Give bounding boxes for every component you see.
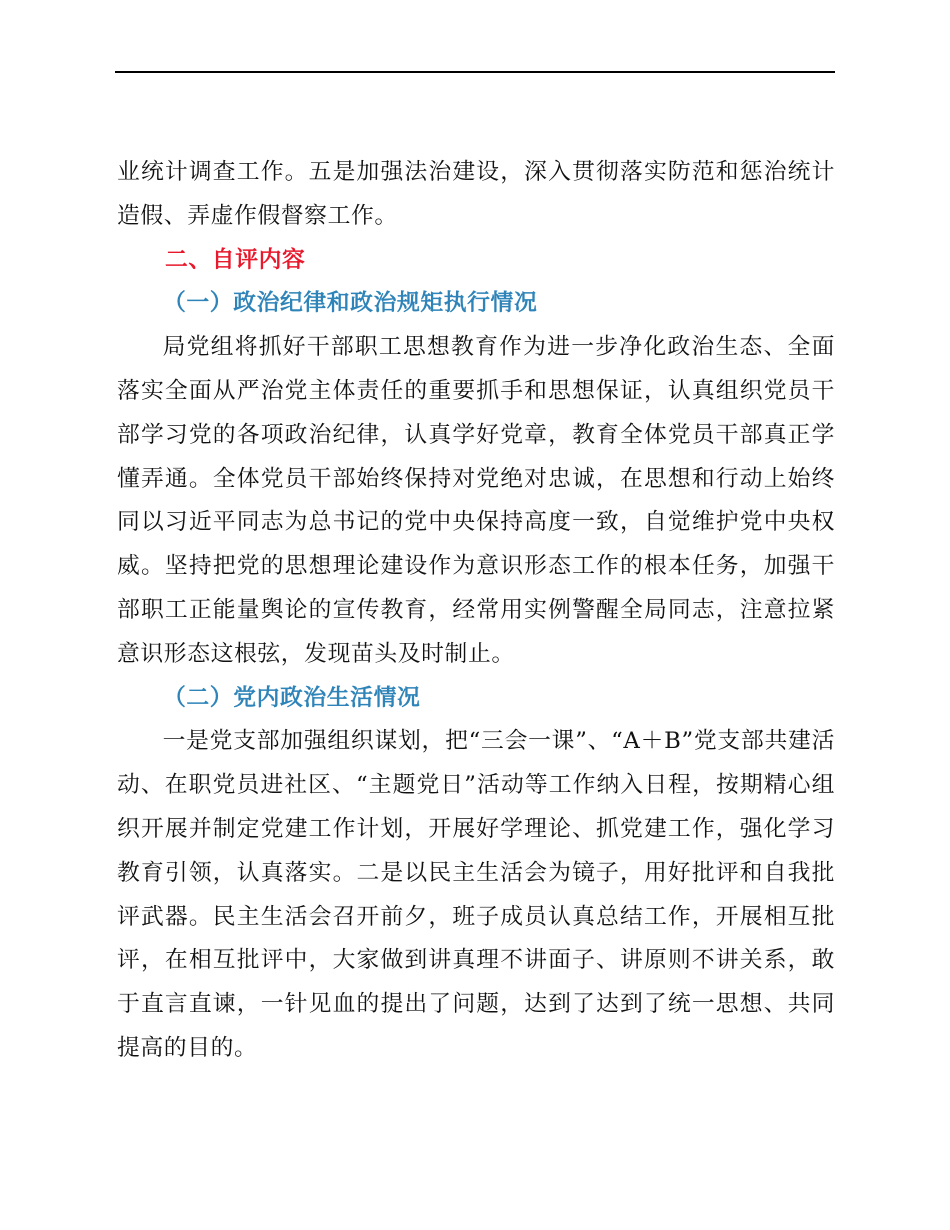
continued-paragraph: 业统计调查工作。五是加强法治建设，深入贯彻落实防范和惩治统计造假、弄虚作假督察工作。 (117, 159, 835, 229)
header-rule (115, 71, 835, 73)
document-body (117, 151, 835, 1071)
body-paragraph-2: 一是党支部加强组织谋划，把“三会一课”、“A＋B”党支部共建活动、在职党员进社区、“主题党日”活动等工作纳入日程，按期精心组织开展并制定党建工作计划，开展好学理论、抓党建工作，强化学习教育引领，认真落实。二是以民主生活会为镜子，用好批评和自我批评武器。民主生活会召开前夕，班子成员认真总结工作，开展相互批评，在相互批评中，大家做到讲真理不讲面子、讲原则不讲关系，敢于直言直谏，一针见血的提出了问题，达到了达到了统一思想、共同提高的目的。 (117, 728, 835, 1061)
subsection-heading-1: （一）政治纪律和政治规矩执行情况 (163, 290, 538, 317)
section-heading: 二、自评内容 (165, 246, 306, 273)
subsection-heading-2: （二）党内政治生活情况 (163, 684, 421, 711)
body-paragraph-1: 局党组将抓好干部职工思想教育作为进一步净化政治生态、全面落实全面从严治党主体责任的重要抓手和思想保证，认真组织党员干部学习党的各项政治纪律，认真学好党章，教育全体党员干部真正学懂弄通。全体党员干部始终保持对党绝对忠诚，在思想和行动上始终同以习近平同志为总书记的党中央保持高度一致，自觉维护党中央权威。坚持把党的思想理论建设作为意识形态工作的根本任务，加强干部职工正能量舆论的宣传教育，经常用实例警醒全局同志，注意拉紧意识形态这根弦，发现苗头及时制止。 (117, 334, 835, 667)
